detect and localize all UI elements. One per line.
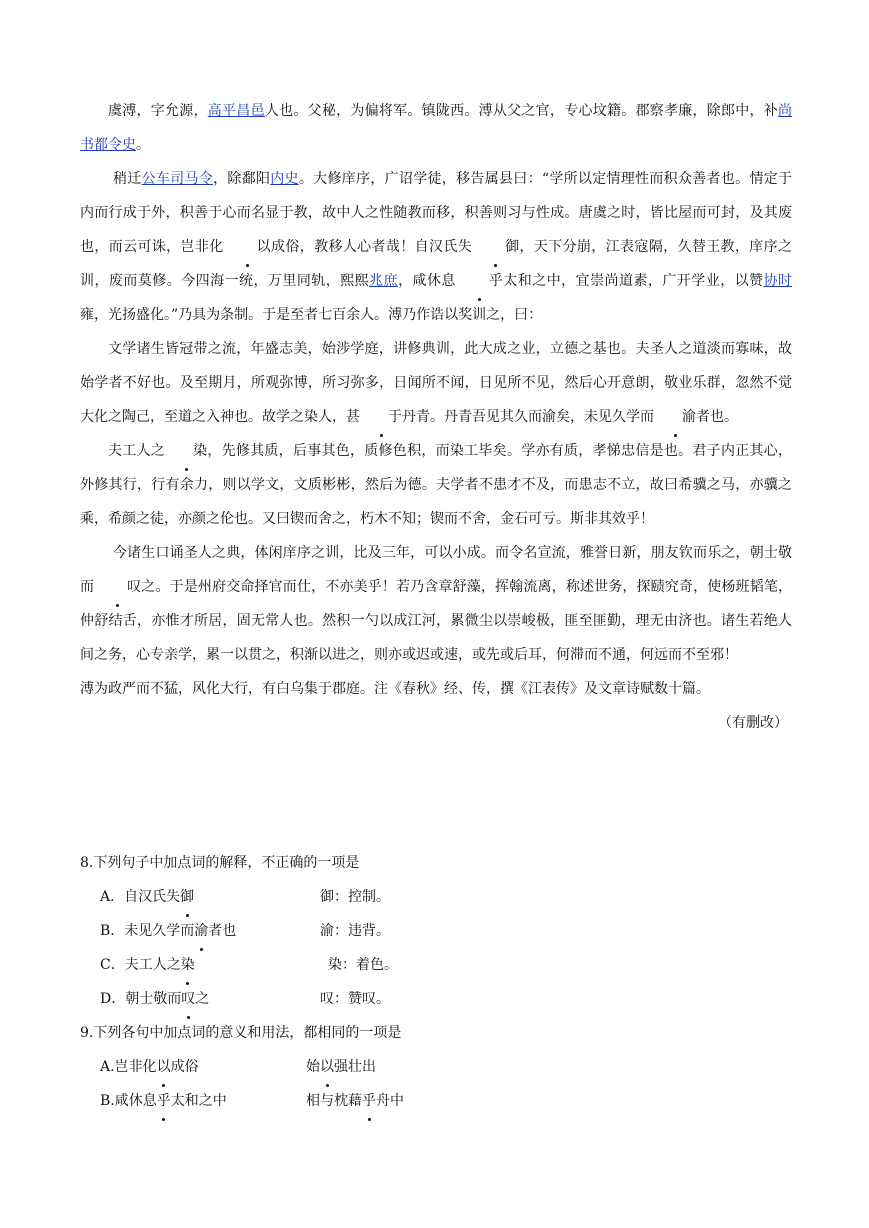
dotted-word: 叹 xyxy=(181,982,195,1016)
option-text xyxy=(100,948,320,982)
option-gloss: 叹：赞叹。 xyxy=(320,991,390,1007)
text-segment: ，咸休息 xyxy=(398,273,456,289)
question-9-stem: 9.下列各句中加点词的意义和用法，都相同的一项是 xyxy=(80,1025,402,1041)
option-post: 舟中 xyxy=(376,1093,404,1109)
option-pre: C．夫工人之 xyxy=(100,957,181,973)
paragraph-6: 溥为政严而不猛，风化大行，有白乌集于郡庭。注《春秋》经、传，撰《江表传》及文章诗赋数十篇。 xyxy=(80,681,710,697)
dotted-word: 乎 xyxy=(362,1084,376,1118)
option-text xyxy=(100,880,320,914)
text-segment: ，先修其质，后事其色，质修色积，而染工毕矣。学亦有质，孝悌忠信是也。君子内正其心，外修其行，行有余力，则以学文，文质彬彬，然后为德。夫学者不患才不及，而患志不立，故曰希骥之马，亦骥之乘，希颜之徒，亦颜之伦也。又曰锲而舍之，朽木不知；锲而不舍，金石可亏。斯非其效乎！ xyxy=(80,443,793,527)
text-segment: 夫工人之 xyxy=(108,443,166,459)
option-post: 强壮出 xyxy=(334,1059,376,1075)
text-segment: 今诸生口诵圣人之典，体闲庠序之训，比及三年，可以小成。而令名宣流，雅誉日新，朋友钦而乐之，朝士敬而 xyxy=(80,545,792,595)
option-pre: B.咸休息 xyxy=(100,1093,157,1109)
dotted-word: 以 xyxy=(320,1050,334,1084)
dotted-word-tan: 叹 xyxy=(94,570,141,604)
link-zhaoshu[interactable]: 兆庶 xyxy=(369,273,399,289)
paragraph-3 xyxy=(80,332,792,434)
question-9-option-b[interactable] xyxy=(80,1084,792,1118)
question-section xyxy=(80,846,792,1118)
option-pre: A.岂非化 xyxy=(100,1059,157,1075)
question-8-option-b[interactable] xyxy=(80,914,792,948)
option-pre: 始 xyxy=(306,1059,320,1075)
question-9-option-a[interactable] xyxy=(80,1050,792,1084)
text-segment: 雍，光扬盛化。”乃具为条制。于是至者七百余人。溥乃作诰以奖训之，曰： xyxy=(80,307,543,323)
link-gaoping-changyi[interactable]: 高平昌邑 xyxy=(207,103,265,119)
dotted-word-yu3: 渝 xyxy=(654,400,696,434)
question-8-option-d[interactable] xyxy=(80,982,792,1016)
dotted-word-yi: 以 xyxy=(224,230,271,264)
option-post: 之 xyxy=(195,991,210,1007)
paragraph-4 xyxy=(80,434,792,536)
option-gloss: 染：着色。 xyxy=(328,957,398,973)
classical-chinese-passage xyxy=(80,94,792,740)
dotted-word: 渝 xyxy=(194,914,208,948)
text-segment: 稍迁 xyxy=(113,171,142,187)
option-text xyxy=(100,1050,306,1084)
link-neishi[interactable]: 内史 xyxy=(270,171,299,187)
link-gongche-sima-ling[interactable]: 公车司马令 xyxy=(141,171,214,187)
text-segment: ，天下分崩，江表寇隔，久替王教，庠序之训，废而莫修。今四海一统，万里同轨，熙熙 xyxy=(80,239,793,289)
dotted-word: 染 xyxy=(181,948,195,982)
text-segment: 虞溥，字允源， xyxy=(108,103,208,119)
dotted-word: 以 xyxy=(157,1050,171,1084)
dotted-word-yu: 御 xyxy=(472,230,519,264)
text-segment: 人也。父秘，为偏将军。镇陇西。溥从父之官，专心坟籍。郡察孝廉，除郎中，补 xyxy=(264,103,779,119)
text-segment: 太和之中，宜崇尚道素，广开学业，以赞 xyxy=(502,273,764,289)
text-segment: 文学诸生皆冠带之流，年盛志美，始涉学庭，讲修典训，此大成之业，立德之基也。夫圣人之道淡而寡味，故始学者不好也。及至期月，所观弥博，所习弥多，日闻所不闻，日见所不见，然后心开意朗，敬业乐群，忽然不觉大化之陶己，至道之入神也。故学之染人，甚 xyxy=(80,341,792,425)
text-segment: 成俗，教移人心者哉！自汉氏失 xyxy=(270,239,473,255)
text-segment: 之。于是州府交命择官而仕，不亦美乎！若乃含章舒藻，挥翰流离，称述世务，探赜究奇，使杨班韬笔，仲舒结舌，亦惟才所居，固无常人也。然积一勺以成江河，累微尘以崇峻极，匪至匪勤，理无由济也。诸生若绝人间之务，心专亲学，累一以贯之，积渐以进之，则亦或迟或速，或先或后耳，何滞而不通，何远而不至邪！ xyxy=(80,579,793,663)
option-post: 者也 xyxy=(208,923,237,939)
option-post: 成俗 xyxy=(170,1059,199,1075)
dotted-word: 乎 xyxy=(157,1084,171,1118)
dotted-word-yu2: 于 xyxy=(360,400,402,434)
text-segment: 。大修庠序，广诏学徒，移告属县曰：“学所以定情理性而积众善者也。情定于内而行成于外，积善于心而名显于教，故中人之性随教而移，积善则习与性成。唐虞之时，皆比屋而可封，及其废也，而云可诛，岂非化 xyxy=(80,171,793,255)
revision-note: （有删改） xyxy=(718,715,788,731)
option-text xyxy=(100,914,320,948)
question-8-stem: 8.下列句子中加点词的解释，不正确的一项是 xyxy=(80,855,360,871)
option-post: 太和之中 xyxy=(170,1093,227,1109)
paragraph-1 xyxy=(80,94,792,162)
question-8-option-c[interactable] xyxy=(80,948,792,982)
text-segment: 。 xyxy=(136,137,150,153)
option-pre: D．朝士敬而 xyxy=(100,991,182,1007)
text-segment: 者也。 xyxy=(696,409,738,425)
option-gloss: 渝：违背。 xyxy=(320,923,390,939)
option-compare-text xyxy=(306,1084,404,1118)
text-segment: 丹青。丹青吾见其久而渝矣，未见久学而 xyxy=(402,409,654,425)
option-text xyxy=(100,982,320,1016)
link-xieshi[interactable]: 协时 xyxy=(763,273,793,289)
dotted-word-hu: 乎 xyxy=(456,264,503,298)
text-segment: ，除鄱阳 xyxy=(213,171,271,187)
option-compare-text xyxy=(306,1050,376,1084)
question-8-option-a[interactable] xyxy=(80,880,792,914)
option-gloss: 御：控制。 xyxy=(320,889,390,905)
option-pre: 相与枕藉 xyxy=(306,1093,362,1109)
paragraph-2 xyxy=(80,162,792,332)
dotted-word-ran: 染 xyxy=(165,434,207,468)
link-shangshu-duling-shi[interactable]: 尚书都令史 xyxy=(80,103,793,153)
paragraph-5 xyxy=(80,536,792,672)
option-pre: A．自汉氏失 xyxy=(100,889,181,905)
option-text xyxy=(100,1084,306,1118)
dotted-word: 御 xyxy=(180,880,194,914)
option-pre: B．未见久学而 xyxy=(100,923,195,939)
